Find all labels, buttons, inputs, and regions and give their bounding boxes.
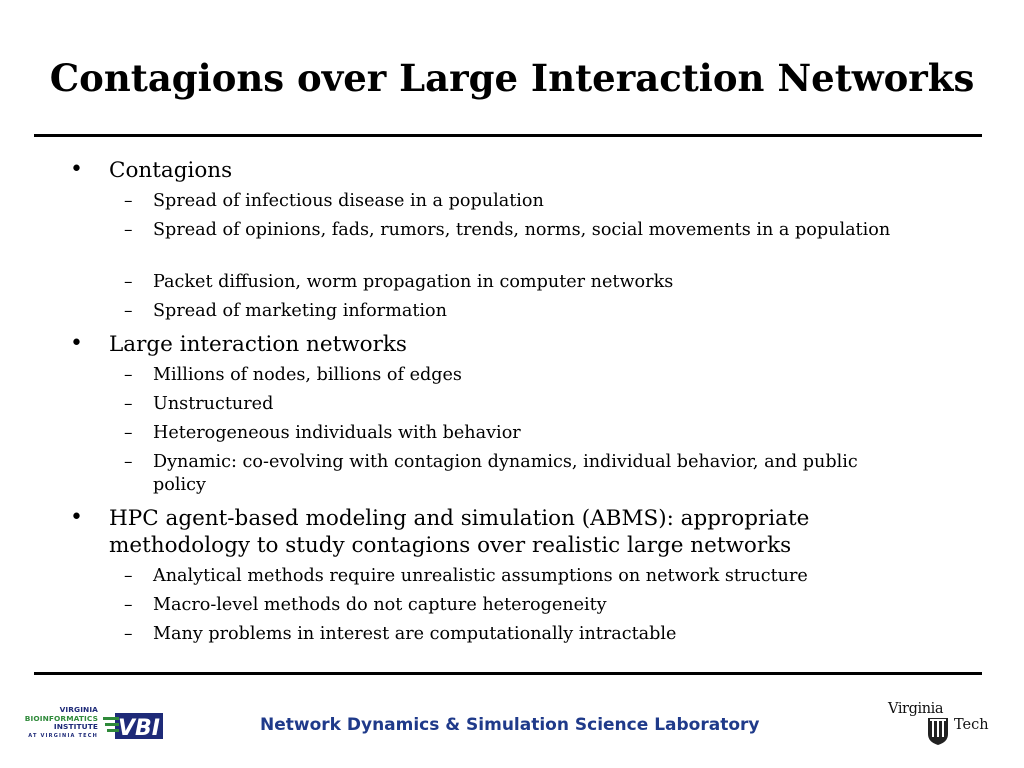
sub-text: Spread of opinions, fads, rumors, trends, norms, social movements in a population [153,220,891,240]
sub-text: Macro-level methods do not capture heterogeneity [153,595,607,615]
sub-item [124,565,924,588]
bullet-text: HPC agent-based modeling and simulation (ABMS): appropriate methodology to study contagions over realistic large networks [109,506,810,558]
sub-text: Spread of infectious disease in a population [153,191,544,211]
virginia-tech-logo [884,700,990,748]
vbi-logo [24,704,166,746]
sub-glyph: – [124,624,133,644]
sub-text: Many problems in interest are computationally intractable [153,624,677,644]
sub-glyph: – [124,272,133,292]
vt-shield-icon [926,716,950,746]
sub-glyph: – [124,394,133,414]
sub-text: Heterogeneous individuals with behavior [153,423,521,443]
vbi-line-institute: INSTITUTE [53,722,98,732]
sub-text: Spread of marketing information [153,301,447,321]
vt-logo-word-tech: Tech [954,717,989,733]
sub-glyph: – [124,191,133,211]
sub-item [124,271,924,294]
sub-item [124,623,924,646]
sub-item [124,300,924,323]
sub-item [124,219,924,265]
footer-lab-name: Network Dynamics & Simulation Science Laboratory [260,715,760,735]
sub-item [124,451,924,497]
sub-glyph: – [124,452,133,472]
vbi-line-tech: AT VIRGINIA TECH [28,732,98,739]
sub-item [124,393,924,416]
bullet-item [70,331,930,358]
bullet-glyph: • [70,331,83,356]
vbi-line-bioinformatics: BIOINFORMATICS [24,713,98,723]
sub-glyph: – [124,566,133,586]
bullet-glyph: • [70,157,83,182]
sub-item [124,190,924,213]
sub-glyph: – [124,301,133,321]
sub-item [124,422,924,445]
vbi-org-name [24,706,98,740]
bullet-text: Large interaction networks [109,332,407,357]
sub-text: Packet diffusion, worm propagation in computer networks [153,272,674,292]
sub-glyph: – [124,423,133,443]
sub-item [124,594,924,617]
bullet-item [70,157,930,184]
sub-glyph: – [124,220,133,240]
vt-logo-word-virginia: Virginia [888,701,944,717]
sub-text: Unstructured [153,394,274,414]
vbi-line-virginia: VIRGINIA [59,705,98,714]
sub-text: Dynamic: co-evolving with contagion dynamics, individual behavior, and public policy [153,452,858,495]
sub-glyph: – [124,595,133,615]
sub-glyph: – [124,365,133,385]
vbi-mark-text: VBI [118,716,160,741]
slide-title: Contagions over Large Interaction Networks [49,56,975,100]
bullet-glyph: • [70,505,83,530]
bullet-text: Contagions [109,158,233,183]
sub-text: Millions of nodes, billions of edges [153,365,462,385]
sub-text: Analytical methods require unrealistic assumptions on network structure [153,566,808,586]
bullet-item [70,505,930,559]
vbi-mark-icon [101,707,165,743]
sub-item [124,364,924,387]
footer-divider [34,672,982,675]
